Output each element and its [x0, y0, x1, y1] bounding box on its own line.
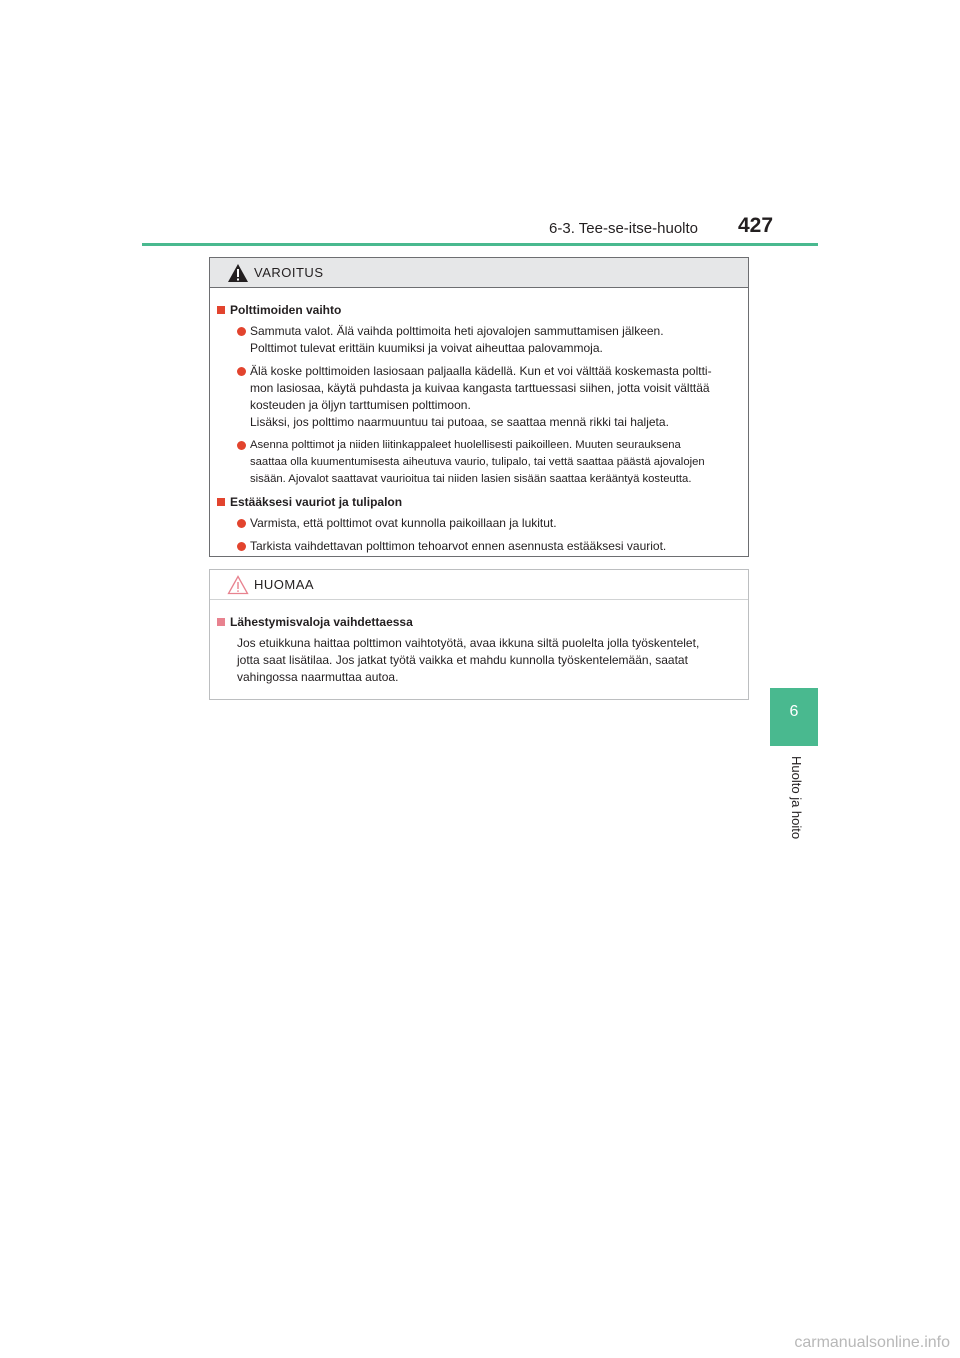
- chapter-tab: 6: [770, 688, 818, 746]
- section-title: 6-3. Tee-se-itse-huolto: [549, 220, 698, 237]
- warning-box: [209, 257, 749, 557]
- notice-line: Jos etuikkuna haittaa polttimon vaihtotyötä, avaa ikkuna siltä puolelta jolla työskentelet,: [237, 636, 700, 650]
- warning-body: [210, 288, 748, 555]
- warning-section-title: [217, 302, 742, 319]
- square-bullet-icon: [217, 498, 225, 506]
- bullet-dot-icon: [237, 367, 246, 376]
- warning-section: [217, 494, 742, 555]
- chapter-label: Huolto ja hoito: [789, 756, 804, 840]
- warning-header: [210, 258, 748, 288]
- notice-paragraph: [217, 635, 742, 686]
- warning-section-title: [217, 494, 742, 511]
- warning-bullet-line: mon lasiosaa, käytä puhdasta ja kuivaa kangasta tarttuessasi siihen, jotta voisit välttää: [250, 381, 710, 395]
- notice-line: vahingossa naarmuttaa autoa.: [237, 670, 399, 684]
- header-rule: [142, 243, 818, 246]
- bullet-dot-icon: [237, 519, 246, 528]
- warning-bullet: [217, 538, 742, 555]
- warning-section-title-text: Polttimoiden vaihto: [230, 303, 342, 317]
- notice-section-title-text: Lähestymisvaloja vaihdettaessa: [230, 615, 413, 629]
- notice-body: [210, 600, 748, 686]
- warning-bullet: [217, 323, 742, 357]
- warning-bullet-line: kosteuden ja öljyn tarttumisen polttimoon.: [250, 398, 471, 412]
- warning-bullet: [217, 515, 742, 532]
- notice-line: jotta saat lisätilaa. Jos jatkat työtä vaikka et mahdu kunnolla työskentelemään, saatat: [237, 653, 688, 667]
- warning-bullet: [217, 437, 742, 488]
- warning-bullet-line: saattaa olla kuumentumisesta aiheutuva vaurio, tulipalo, tai vettä saattaa päästä ajovalojen: [250, 456, 705, 468]
- warning-section: [217, 302, 742, 488]
- warning-bullet-line: Tarkista vaihdettavan polttimon tehoarvot ennen asennusta estääksesi vauriot.: [250, 539, 667, 553]
- bullet-dot-icon: [237, 542, 246, 551]
- warning-bullet: [217, 363, 742, 431]
- notice-label: HUOMAA: [254, 577, 315, 592]
- warning-label: VAROITUS: [254, 265, 324, 280]
- warning-bullet-line: Varmista, että polttimot ovat kunnolla paikoillaan ja lukitut.: [250, 516, 557, 530]
- warning-triangle-icon: [227, 263, 249, 283]
- warning-bullet-line: sisään. Ajovalot saattavat vaurioitua tai niiden lasien sisään saattaa kerääntyä kosteutta.: [250, 473, 692, 485]
- bullet-dot-icon: [237, 441, 246, 450]
- warning-bullet-line: Polttimot tulevat erittäin kuumiksi ja voivat aiheuttaa palovammoja.: [250, 341, 603, 355]
- warning-bullet-line: Älä koske polttimoiden lasiosaan paljaalla kädellä. Kun et voi välttää koskemasta poltti-: [250, 364, 712, 378]
- caution-triangle-icon: [227, 575, 249, 595]
- notice-box: [209, 569, 749, 700]
- square-bullet-icon: [217, 618, 225, 626]
- page-number: 427: [738, 214, 774, 237]
- bullet-dot-icon: [237, 327, 246, 336]
- warning-bullet-line: Lisäksi, jos polttimo naarmuuntuu tai putoaa, se saattaa mennä rikki tai haljeta.: [250, 415, 669, 429]
- warning-bullet-line: Asenna polttimot ja niiden liitinkappaleet huolellisesti paikoilleen. Muuten seurauksena: [250, 439, 681, 451]
- notice-section-title: [217, 614, 742, 631]
- warning-bullet-line: Sammuta valot. Älä vaihda polttimoita heti ajovalojen sammuttamisen jälkeen.: [250, 324, 664, 338]
- warning-section-title-text: Estääksesi vauriot ja tulipalon: [230, 495, 403, 509]
- square-bullet-icon: [217, 306, 225, 314]
- notice-header: [210, 570, 748, 600]
- watermark: carmanualsonline.info: [794, 1334, 950, 1351]
